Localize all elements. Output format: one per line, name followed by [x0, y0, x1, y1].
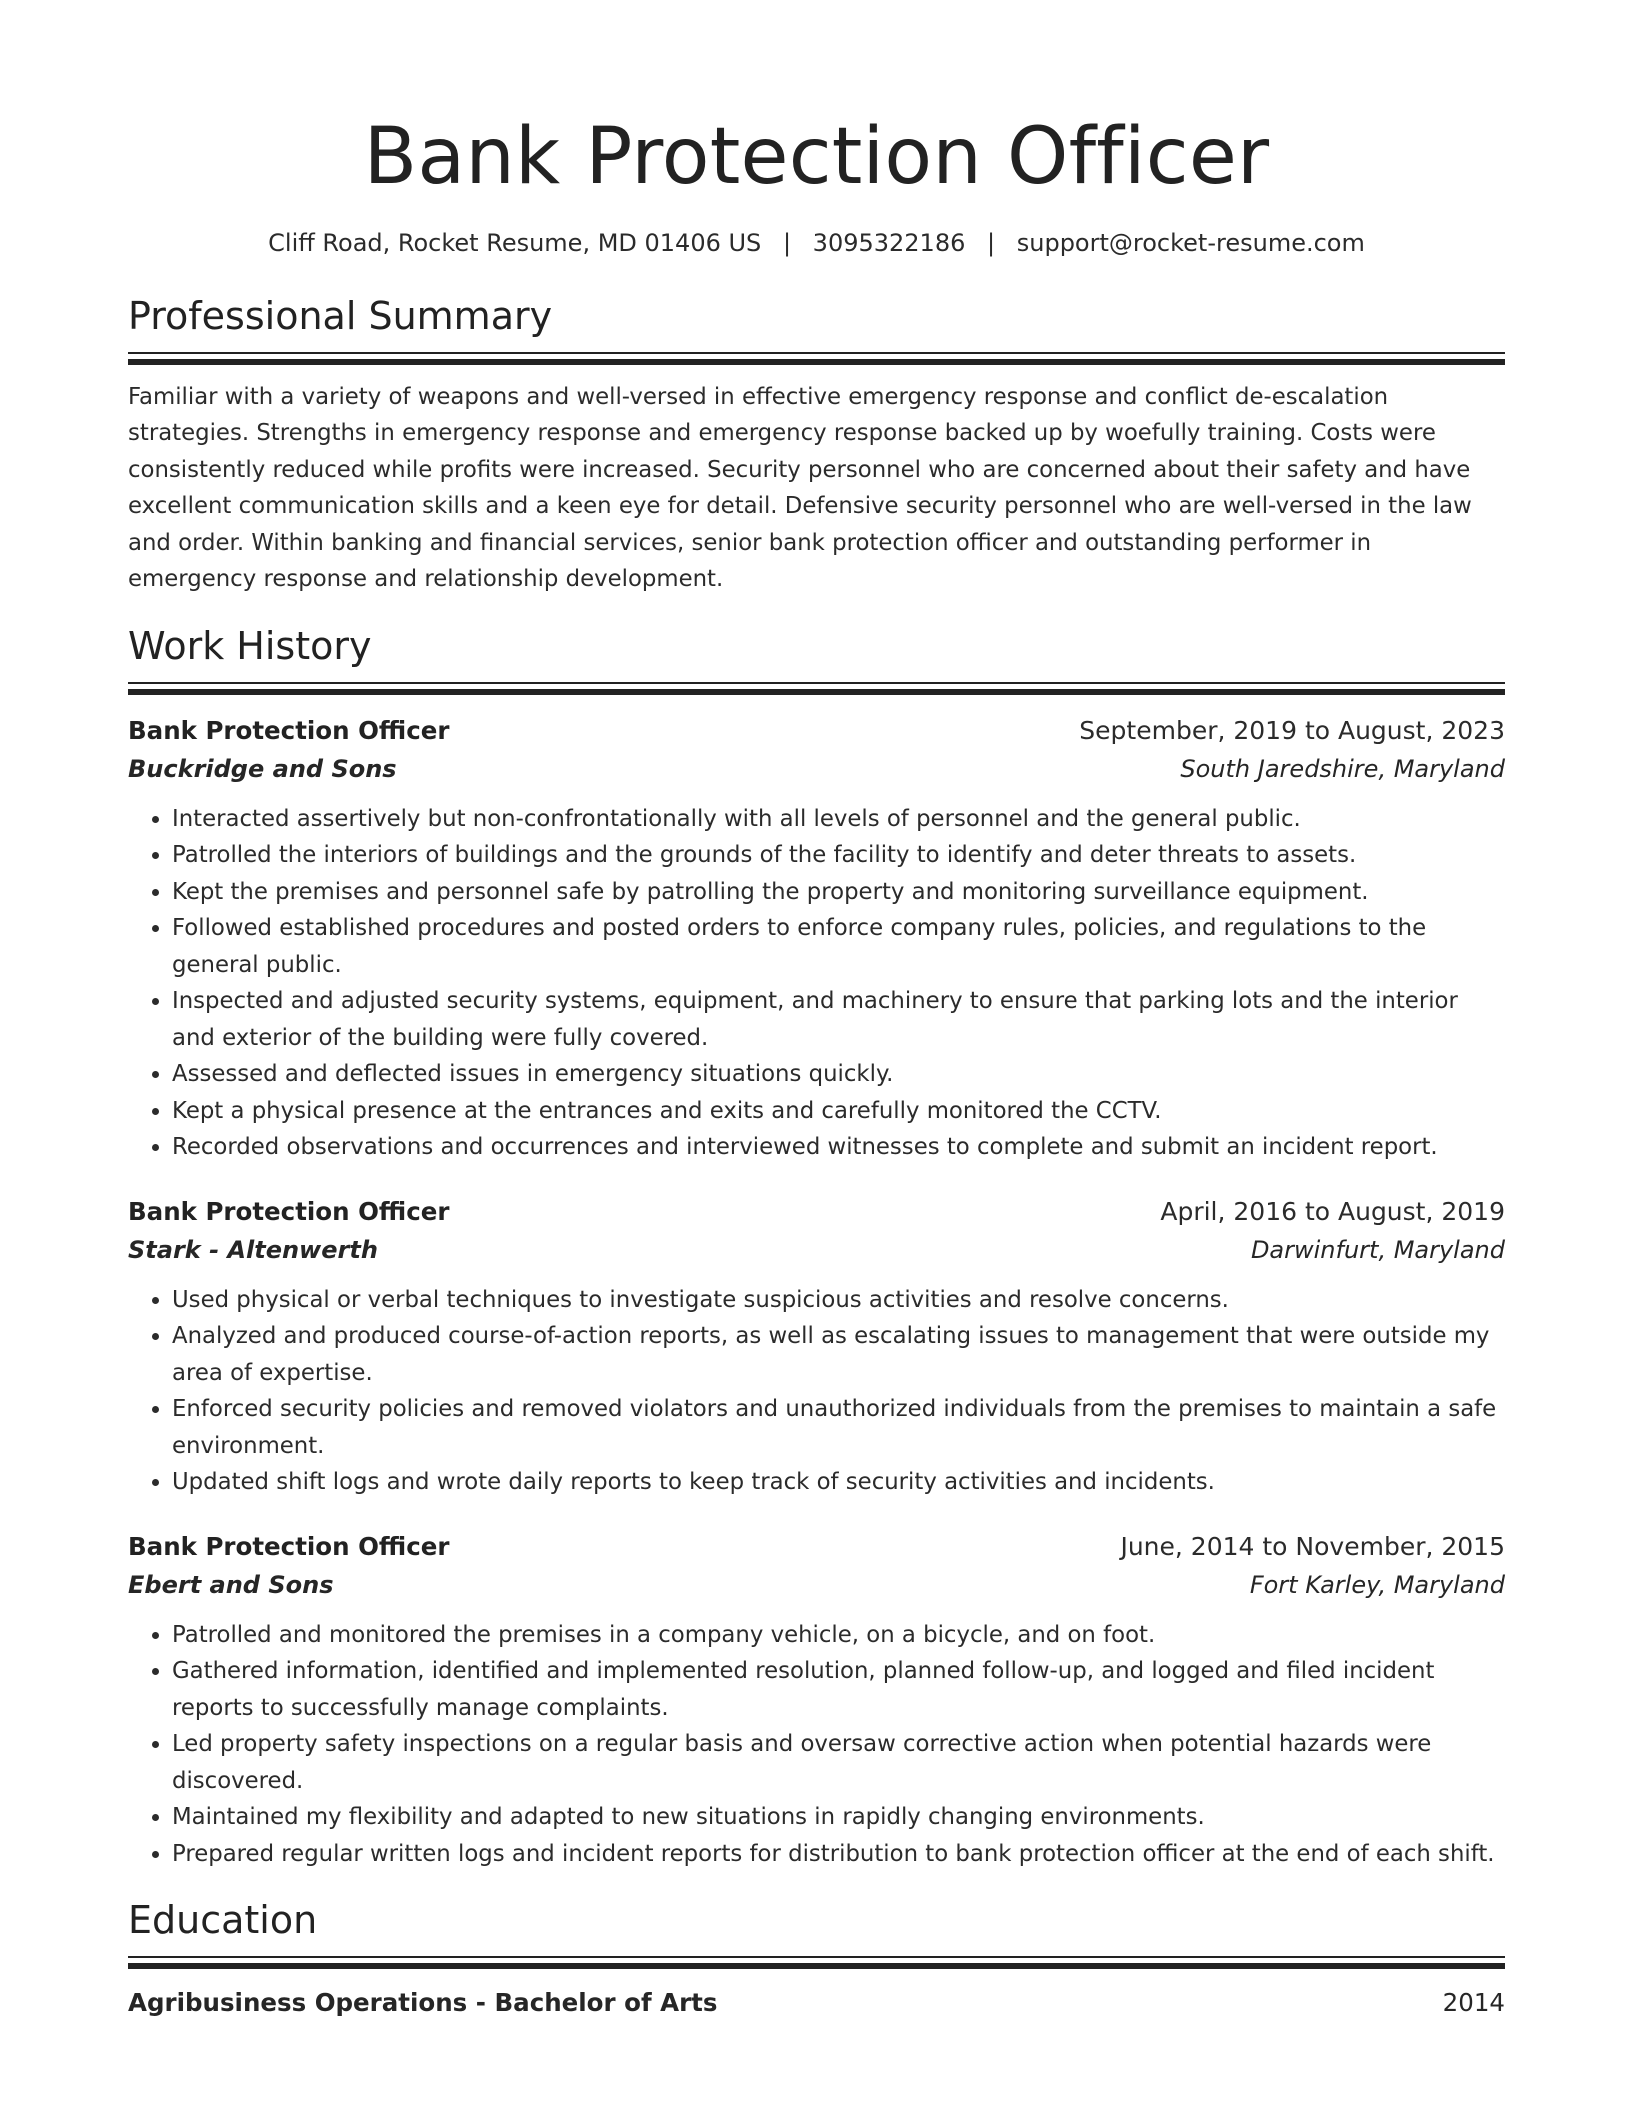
education-degree: Agribusiness Operations - Bachelor of Arts: [128, 1987, 718, 2017]
job-employer: Stark - Altenwerth: [128, 1235, 378, 1264]
job-dates: June, 2014 to November, 2015: [1120, 1531, 1505, 1561]
job-entry: [128, 711, 1505, 1166]
job-bullet: • Prepared regular written logs and incident reports for distribution to bank protection officer at the end of each shift.: [172, 1836, 1505, 1873]
job-employer-row: [128, 1231, 1505, 1270]
job-bullet: • Interacted assertively but non-confrontationally with all levels of personnel and the general public.: [172, 801, 1505, 838]
job-bullet-list: [128, 801, 1505, 1166]
candidate-name: Bank Protection Officer: [363, 112, 1270, 202]
education-entry: [128, 1983, 1505, 2022]
job-location: South Jaredshire, Maryland: [1180, 754, 1505, 783]
job-dates: April, 2016 to August, 2019: [1160, 1196, 1505, 1226]
job-bullet: • Assessed and deflected issues in emergency situations quickly.: [172, 1056, 1505, 1093]
summary-text: Familiar with a variety of weapons and well-versed in effective emergency response and conflict de-escalation strategies. Strengths in emergency response and emergency response backed up by woefully training. Costs were consistently reduced while profits were increased. Security personnel who are concerned about their safety and have excellent communication skills and a keen eye for detail. Defensive security personnel who are well-versed in the law and order. Within banking and financial services, senior bank protection officer and outstanding performer in emergency response and relationship development.: [128, 383, 1472, 593]
job-bullet: • Patrolled the interiors of buildings and the grounds of the facility to identify and deter threats to assets.: [172, 837, 1505, 874]
section-title-work-history: Work History: [128, 623, 372, 668]
job-bullet: • Followed established procedures and posted orders to enforce company rules, policies, and regulations to the general public.: [172, 910, 1505, 983]
job-employer-row: [128, 1566, 1505, 1605]
section-divider: [128, 682, 1505, 695]
contact-phone: 3095322186: [812, 229, 966, 257]
job-header-row: [128, 711, 1505, 750]
job-bullet: • Kept a physical presence at the entrances and exits and carefully monitored the CCTV.: [172, 1093, 1505, 1130]
job-bullet: • Inspected and adjusted security systems, equipment, and machinery to ensure that parking lots and the interior and exterior of the building were fully covered.: [172, 983, 1505, 1056]
job-header-row: [128, 1527, 1505, 1566]
job-dates: September, 2019 to August, 2023: [1079, 715, 1505, 745]
job-employer: Ebert and Sons: [128, 1570, 334, 1599]
job-bullet: • Updated shift logs and wrote daily reports to keep track of security activities and incidents.: [172, 1464, 1505, 1501]
job-location: Darwinfurt, Maryland: [1250, 1235, 1505, 1264]
job-bullet: • Patrolled and monitored the premises in a company vehicle, on a bicycle, and on foot.: [172, 1617, 1505, 1654]
job-bullet: • Analyzed and produced course-of-action reports, as well as escalating issues to management that were outside my area of expertise.: [172, 1318, 1505, 1391]
section-divider: [128, 352, 1505, 365]
contact-line: [128, 228, 1505, 258]
job-bullet-list: [128, 1617, 1505, 1873]
job-employer: Buckridge and Sons: [128, 754, 397, 783]
job-employer-row: [128, 750, 1505, 789]
job-title: Bank Protection Officer: [128, 715, 450, 745]
job-title: Bank Protection Officer: [128, 1531, 450, 1561]
education-year: 2014: [1442, 1987, 1505, 2017]
job-bullet: • Led property safety inspections on a regular basis and oversaw corrective action when potential hazards were discovered.: [172, 1726, 1505, 1799]
job-bullet: • Used physical or verbal techniques to investigate suspicious activities and resolve concerns.: [172, 1282, 1505, 1319]
section-title-summary: Professional Summary: [128, 294, 553, 338]
job-bullet: • Recorded observations and occurrences and interviewed witnesses to complete and submit an incident report.: [172, 1129, 1505, 1166]
job-bullet: • Gathered information, identified and implemented resolution, planned follow-up, and logged and filed incident reports to successfully manage complaints.: [172, 1653, 1505, 1726]
contact-email: support@rocket-resume.com: [1016, 229, 1365, 257]
education-section: [128, 1900, 1505, 2022]
section-title-education: Education: [128, 1898, 318, 1943]
job-header-row: [128, 1192, 1505, 1231]
contact-separator: |: [987, 229, 996, 257]
job-location: Fort Karley, Maryland: [1249, 1570, 1505, 1599]
job-entry: [128, 1192, 1505, 1501]
job-bullet: • Maintained my flexibility and adapted to new situations in rapidly changing environments.: [172, 1799, 1505, 1836]
job-bullet: • Enforced security policies and removed violators and unauthorized individuals from the premises to maintain a safe environment.: [172, 1391, 1505, 1464]
job-bullet: • Kept the premises and personnel safe by patrolling the property and monitoring surveillance equipment.: [172, 874, 1505, 911]
resume-header: [128, 0, 1505, 258]
contact-separator: |: [782, 229, 792, 257]
work-history-section: [128, 623, 1505, 1872]
summary-section: [128, 296, 1505, 598]
job-bullet-list: [128, 1282, 1505, 1501]
job-entry: [128, 1527, 1505, 1873]
contact-address: Cliff Road, Rocket Resume, MD 01406 US: [268, 229, 762, 257]
section-divider: [128, 1956, 1505, 1969]
job-title: Bank Protection Officer: [128, 1196, 450, 1226]
